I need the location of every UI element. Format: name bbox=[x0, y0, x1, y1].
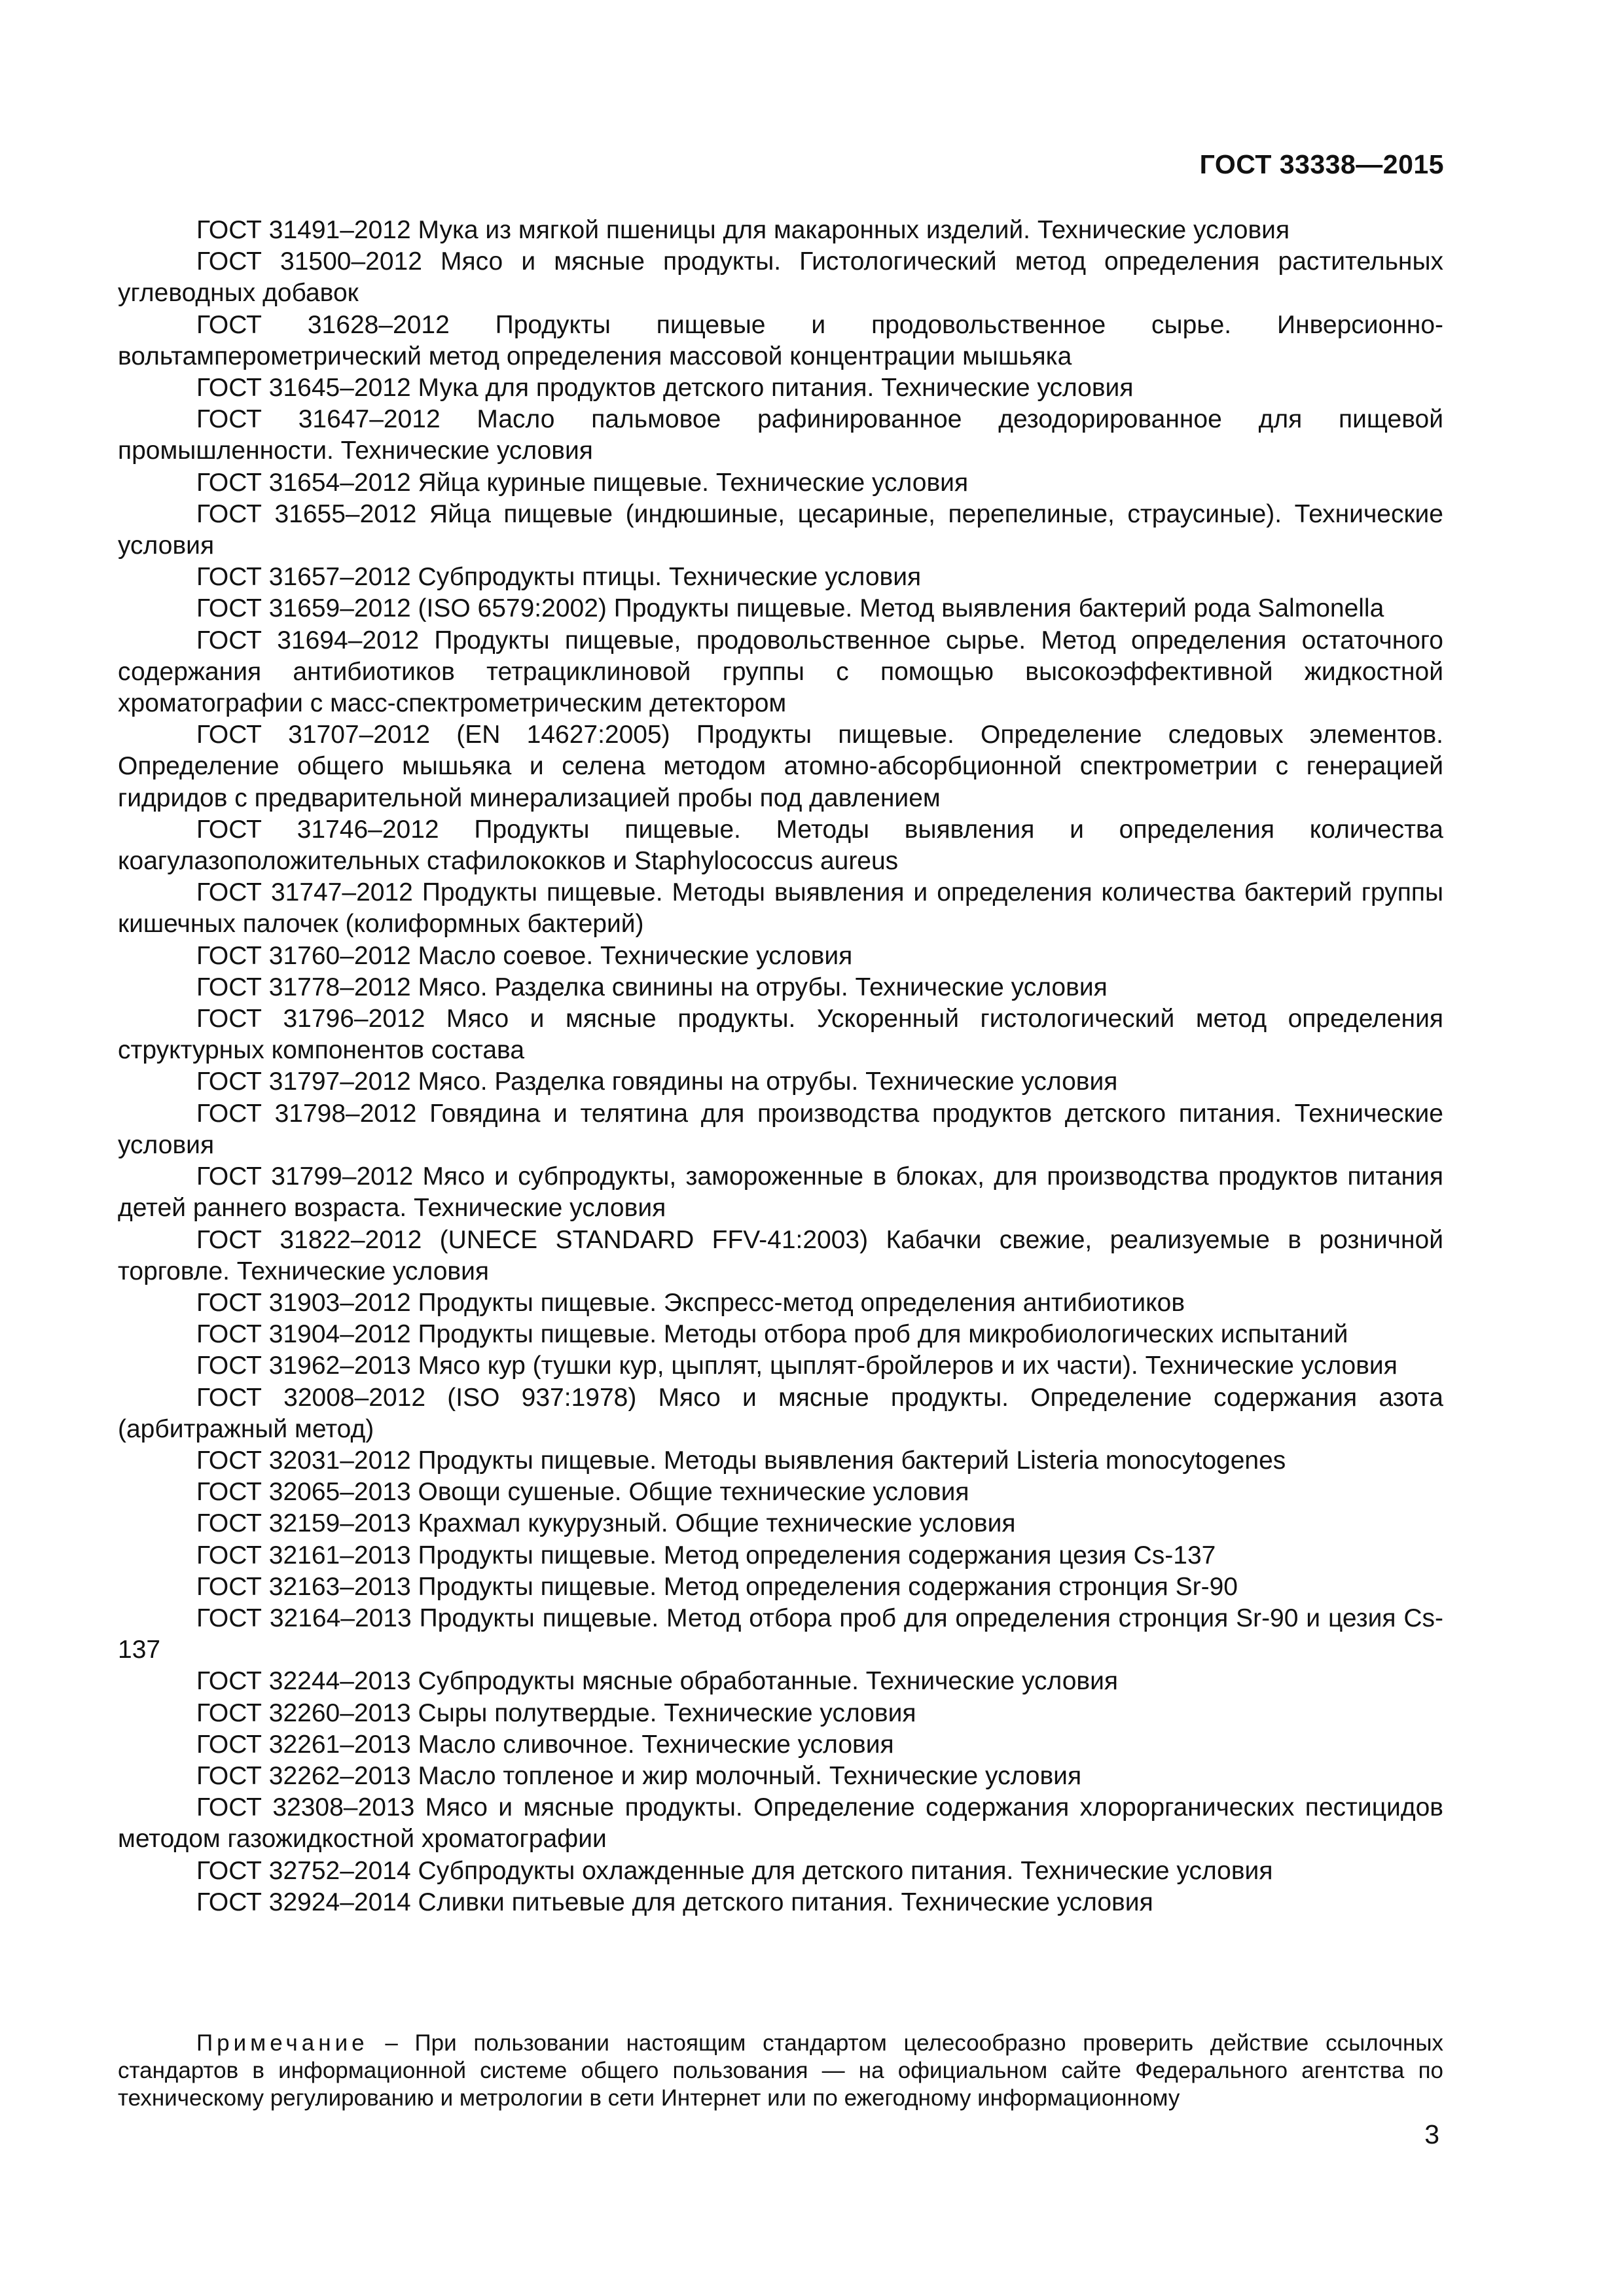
reference-item: ГОСТ 32031–2012 Продукты пищевые. Методы выявления бактерий Listeria monocytogenes bbox=[196, 1446, 1286, 1475]
reference-item: ГОСТ 31797–2012 Мясо. Разделка говядины на отрубы. Технические условия bbox=[196, 1067, 1118, 1096]
document-code: ГОСТ 33338—2015 bbox=[1199, 149, 1444, 179]
reference-item: ГОСТ 31799–2012 Мясо и субпродукты, замороженные в блоках, для производства продуктов питания детей раннего возраста. Технические условия bbox=[118, 1162, 1443, 1223]
reference-item: ГОСТ 31654–2012 Яйца куриные пищевые. Технические условия bbox=[196, 468, 969, 497]
reference-item: ГОСТ 31694–2012 Продукты пищевые, продовольственное сырье. Метод определения остаточного содержания антибиотиков тетрациклиновой группы с помощью высокоэффективной жидкостной хроматографии с масс-спектрометрическим детектором bbox=[118, 626, 1443, 718]
reference-item: ГОСТ 31645–2012 Мука для продуктов детского питания. Технические условия bbox=[196, 374, 1134, 403]
reference-item: ГОСТ 31962–2013 Мясо кур (тушки кур, цыплят, цыплят-бройлеров и их части). Технические условия bbox=[196, 1352, 1398, 1380]
note-text: – При пользовании настоящим стандартом целесообразно проверить действие ссылочных стандартов в информационной системе общего пользования — на официальном сайте Федерального агентства по техническому регулированию и метрологии в сети Интернет или по ежегодному информационному bbox=[118, 2030, 1443, 2111]
reference-item: ГОСТ 31628–2012 Продукты пищевые и продовольственное сырье. Инверсионно-вольтамперометрический метод определения массовой концентрации мышьяка bbox=[118, 310, 1443, 370]
reference-item: ГОСТ 31655–2012 Яйца пищевые (индюшиные, цесариные, перепелиные, страусиные). Технические условия bbox=[118, 499, 1443, 560]
reference-item: ГОСТ 32752–2014 Субпродукты охлажденные для детского питания. Технические условия bbox=[196, 1856, 1273, 1885]
reference-item: ГОСТ 31746–2012 Продукты пищевые. Методы выявления и определения количества коагулазоположительных стафилококков и Staphylococcus aureus bbox=[118, 815, 1443, 876]
reference-item: ГОСТ 31822–2012 (UNECE STANDARD FFV-41:2003) Кабачки свежие, реализуемые в розничной торговле. Технические условия bbox=[118, 1225, 1443, 1285]
reference-item: ГОСТ 32924–2014 Сливки питьевые для детского питания. Технические условия bbox=[196, 1888, 1153, 1916]
reference-item: ГОСТ 32008–2012 (ISO 937:1978) Мясо и мясные продукты. Определение содержания азота (арбитражный метод) bbox=[118, 1383, 1443, 1443]
reference-item: ГОСТ 31903–2012 Продукты пищевые. Экспресс-метод определения антибиотиков bbox=[196, 1288, 1185, 1317]
reference-item: ГОСТ 31707–2012 (EN 14627:2005) Продукты пищевые. Определение следовых элементов. Определение общего мышьяка и селена методом атомно-абсорбционной спектрометрии с генерацией гидридов с предварительной минерализацией пробы под давлением bbox=[118, 721, 1443, 812]
reference-item: ГОСТ 32163–2013 Продукты пищевые. Метод определения содержания стронция Sr-90 bbox=[196, 1572, 1238, 1601]
reference-item: ГОСТ 32164–2013 Продукты пищевые. Метод отбора проб для определения стронция Sr-90 и цезия Cs-137 bbox=[118, 1604, 1443, 1664]
reference-item: ГОСТ 31659–2012 (ISO 6579:2002) Продукты пищевые. Метод выявления бактерий рода Salmonella bbox=[196, 594, 1384, 623]
reference-item: ГОСТ 32260–2013 Сыры полутвердые. Технические условия bbox=[196, 1698, 916, 1727]
reference-item: ГОСТ 31760–2012 Масло соевое. Технические условия bbox=[196, 941, 853, 970]
reference-item: ГОСТ 31778–2012 Мясо. Разделка свинины на отрубы. Технические условия bbox=[196, 973, 1108, 1001]
reference-item: ГОСТ 32262–2013 Масло топленое и жир молочный. Технические условия bbox=[196, 1761, 1082, 1790]
reference-item: ГОСТ 31500–2012 Мясо и мясные продукты. Гистологический метод определения растительных углеводных добавок bbox=[118, 247, 1443, 308]
page-number: 3 bbox=[1424, 2119, 1439, 2149]
reference-item: ГОСТ 31796–2012 Мясо и мясные продукты. Ускоренный гистологический метод определения структурных компонентов состава bbox=[118, 1005, 1443, 1065]
reference-item: ГОСТ 32159–2013 Крахмал кукурузный. Общие технические условия bbox=[196, 1509, 1016, 1538]
reference-item: ГОСТ 31647–2012 Масло пальмовое рафинированное дезодорированное для пищевой промышленности. Технические условия bbox=[118, 405, 1443, 465]
reference-item: ГОСТ 31904–2012 Продукты пищевые. Методы отбора проб для микробиологических испытаний bbox=[196, 1320, 1348, 1349]
note-paragraph bbox=[118, 2030, 1443, 2112]
note-label: Примечание bbox=[196, 2030, 369, 2056]
reference-item: ГОСТ 31491–2012 Мука из мягкой пшеницы для макаронных изделий. Технические условия bbox=[196, 216, 1290, 244]
reference-item: ГОСТ 31798–2012 Говядина и телятина для производства продуктов детского питания. Технические условия bbox=[118, 1099, 1443, 1159]
reference-item: ГОСТ 32261–2013 Масло сливочное. Технические условия bbox=[196, 1730, 894, 1759]
reference-item: ГОСТ 32161–2013 Продукты пищевые. Метод определения содержания цезия Cs-137 bbox=[196, 1541, 1216, 1570]
reference-item: ГОСТ 31657–2012 Субпродукты птицы. Технические условия bbox=[196, 563, 922, 592]
reference-item: ГОСТ 32308–2013 Мясо и мясные продукты. Определение содержания хлорорганических пестицидов методом газожидкостной хроматографии bbox=[118, 1793, 1443, 1854]
reference-list bbox=[118, 215, 1443, 1918]
reference-item: ГОСТ 32244–2013 Субпродукты мясные обработанные. Технические условия bbox=[196, 1667, 1119, 1696]
reference-item: ГОСТ 32065–2013 Овощи сушеные. Общие технические условия bbox=[196, 1478, 969, 1507]
reference-item: ГОСТ 31747–2012 Продукты пищевые. Методы выявления и определения количества бактерий группы кишечных палочек (колиформных бактерий) bbox=[118, 878, 1443, 939]
